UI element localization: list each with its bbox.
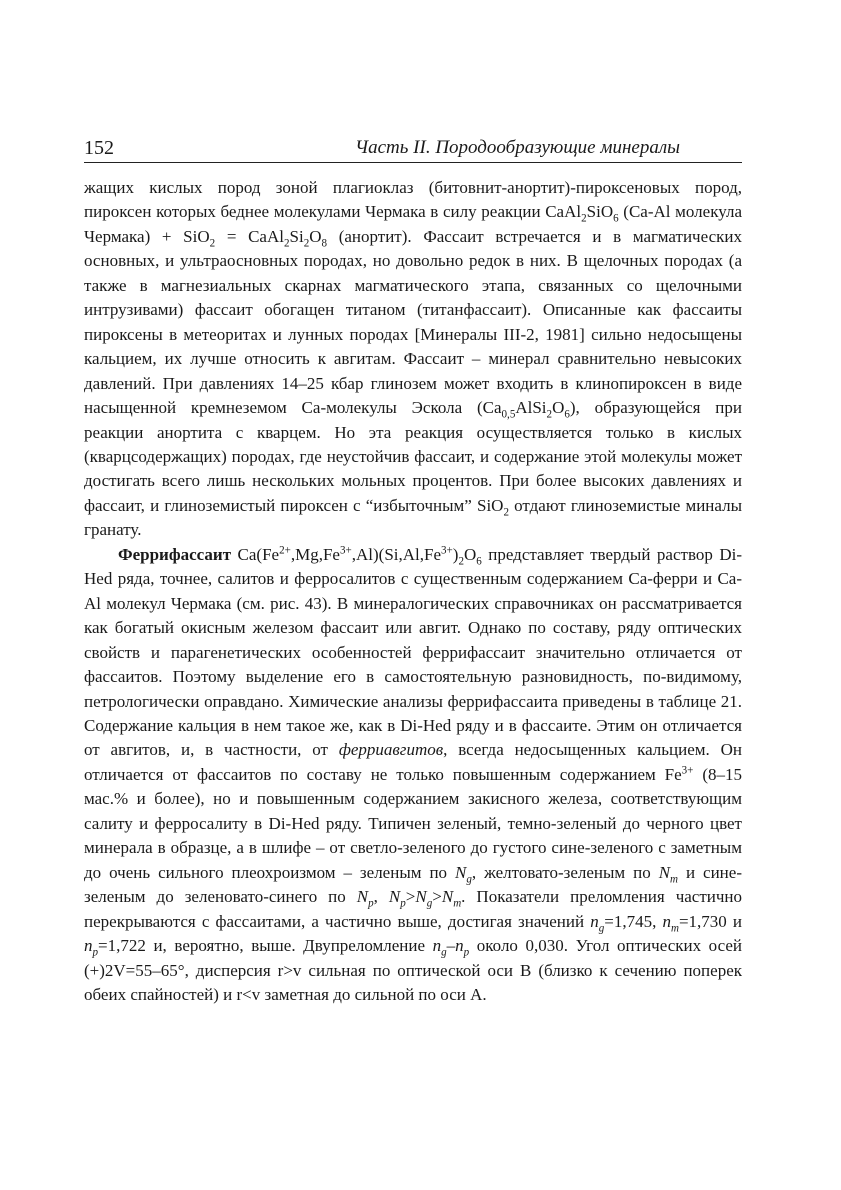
subscript: 6 [476,555,482,568]
subscript: 2 [209,237,216,250]
italic-subscript: g [466,873,472,886]
text-run: ,Al)(Si,Al,Fe [351,544,441,564]
superscript: 3+ [681,764,694,777]
subscript: 8 [321,237,328,250]
running-title: Часть II. Породообразующие минералы [355,137,680,158]
italic-subscript: m [453,897,462,910]
italic-subscript: p [463,946,470,959]
term-ferrifassaite: Феррифассаит [118,544,232,564]
superscript: 2+ [279,544,291,557]
text-run: ,Mg,Fe [290,544,340,564]
italic-subscript: m [670,921,679,934]
italic-subscript: p [92,946,99,959]
subscript: 6 [613,212,619,225]
text-run: O [463,544,477,564]
text-run: (Ca-Al молекула Чермака) + SiO [84,202,742,246]
paragraph-fassaite [84,176,742,543]
superscript: 3+ [339,544,352,557]
italic-subscript: g [441,946,447,959]
italic-symbol: N [356,887,369,907]
text-run: ), образующейся при реакции анортита с кварцем. Но эта реакция осуществляется только в кислых (кварцсодержащих) породах, где неустойчив фассаит, и содержание этой молекулы может достигать всего лишь нескольких мольных процентов. При более высоких давлениях и фассаит, и глиноземистый пироксен с “избыточным” SiO [84,398,742,515]
italic-symbol: N [388,887,401,907]
text-run: (анортит). Фассаит встречается и в магматических основных, и ультраосновных породах, но довольно редок в них. В щелочных породах (а также в магнезиальных скарнах магматического этапа, связанных со щелочными интрузивами) фассаит обогащен титаном (титанфассаит). Описанные как фассаиты пироксены в метеоритах и лунных породах [Минералы III-2, 1981] сильно недосыщены кальцием, их лучше относить к авгитам. Фассаит – минерал сравнительно невысоких давлений. При давлениях 14–25 кбар глинозем может входить в клинопироксен в виде насыщенной кремнеземом Ca-молекулы Эскола (Ca [84,226,742,418]
italic-symbol: n [590,911,599,931]
italic-subscript: g [598,921,605,934]
text-run: жащих кислых пород зоной плагиоклаз (битовнит-анортит)-пироксеновых пород, пироксен которых беднее молекулами Чермака в силу реакции CaAl [84,178,742,222]
italic-symbol: n [662,911,671,931]
italic-subscript: m [670,873,679,886]
italic-symbol: N [415,887,427,907]
subscript: 2 [303,237,310,250]
text-run: отдают глиноземистые миналы гранату. [84,495,742,540]
text-run: представляет твердый раствор Di-Hed ряда, точнее, салитов и ферросалитов с существенным содержанием Ca-ферри и Ca-Al молекул Чермака (см. рис. 43). В минералогических справочниках он рассматривается как богатый окисным железом фассаит или авгит. Однако по составу, ряду оптических свойств и парагенетических особенностей феррифассаит значительно отличается от фассаитов. Поэтому выделение его в самостоятельную разновидность, по-видимому, петрологически оправдано. Химические анализы феррифассаита приведены в таблице 21. Содержание кальция в нем такое же, как в Di-Hed ряду и в фассаите. Этим он отличается от авгитов, и, в частности, от [84,544,742,760]
text-run: O [309,226,322,246]
text-run: , всегда недосыщенных кальцием. Он отличается от фассаитов по составу не только повышенным содержанием Fe [84,740,742,784]
text-run: =1,722 и, вероятно, выше. Двупреломление [98,936,433,956]
text-run: (8–15 мас.% и более), но и повышенным содержанием закисного железа, соответствующим салиту и ферросалиту в Di-Hed ряду. Типичен зеленый, темно-зеленый до черного цвет минерала в образце, а в шлифе – от светло-зеленого до густого сине-зеленого с заметным до очень сильного плеохроизмом – зеленым по [84,764,742,882]
italic-symbol: N [658,862,671,882]
text-run: Ca(Fe [231,544,280,564]
text-run: и сине-зеленым до зеленовато-синего по [84,862,742,907]
text-run: SiO [586,202,614,222]
italic-subscript: g [426,897,433,910]
italic-symbol: N [455,862,467,882]
text-run: > [405,887,416,907]
italic-subscript: p [400,897,406,910]
italic-symbol: n [455,936,464,956]
text-run: Si [289,226,304,246]
italic-symbol: n [84,936,93,956]
text-run: ) [452,544,459,564]
text-run: > [432,887,442,907]
subscript: 2 [546,408,553,421]
text-run: AlSi [515,398,547,418]
text-run: =1,730 и [678,911,743,931]
text-run: . Показатели преломления частично перекрываются с фассаитами, а частично выше, достигая значений [84,887,743,931]
italic-term: ферриавгитов [338,740,444,760]
text-run: около 0,030. Угол оптических осей (+)2V=55–65°, дисперсия r>v сильная по оптической оси B (близко к сечению поперек обеих спайностей) и r<v заметная до сильной по оси A. [84,936,743,1004]
subscript: 2 [283,237,290,250]
text-run: =1,745, [604,911,663,931]
subscript: 2 [458,555,464,568]
text-run: – [446,936,456,956]
italic-symbol: n [432,936,442,956]
subscript: 0,5 [501,408,516,421]
text-run: = CaAl [215,226,284,246]
superscript: 3+ [441,544,453,557]
body-text [84,176,742,1007]
subscript: 2 [581,212,587,225]
running-header [84,136,742,163]
paragraph-ferrifassaite [84,543,742,1008]
italic-subscript: p [368,897,374,910]
subscript: 6 [564,408,570,421]
subscript: 2 [503,506,509,519]
text-run: , [373,887,389,907]
text-run: , желтовато-зеленым по [471,862,659,882]
italic-symbol: N [441,887,454,907]
text-run: O [552,398,565,418]
page-number: 152 [84,137,114,159]
